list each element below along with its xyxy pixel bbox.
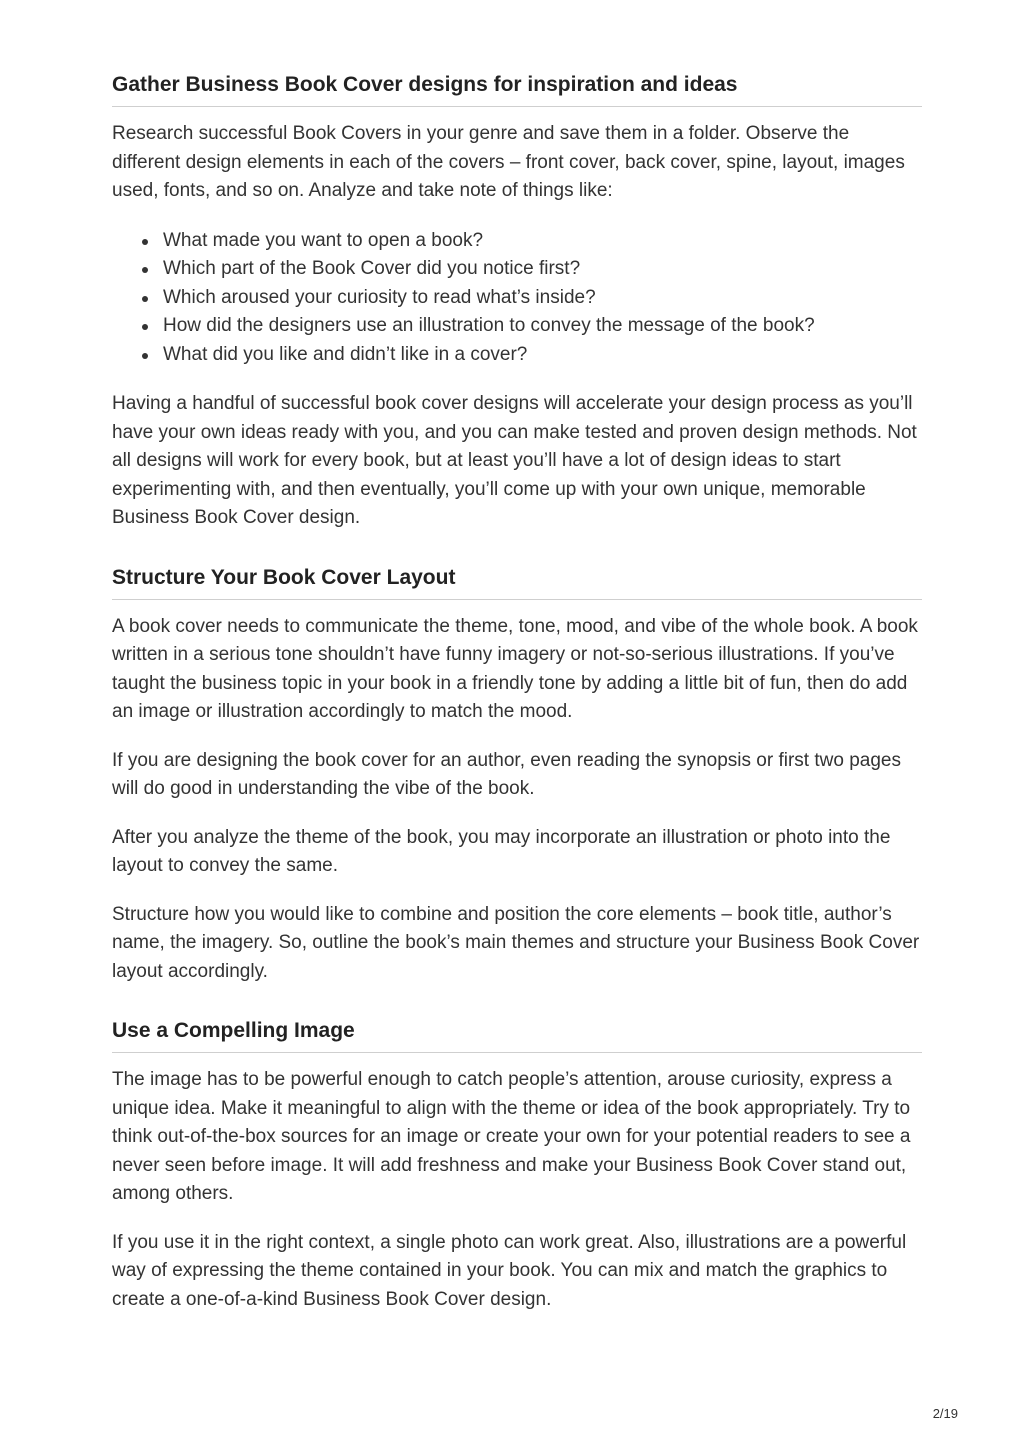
list-item [140,312,922,341]
bullet-icon [142,353,148,359]
list-item-text: What did you like and didn’t like in a cover? [163,343,528,365]
section-heading: Structure Your Book Cover Layout [112,563,922,600]
section-heading: Use a Compelling Image [112,1016,922,1053]
document-page [112,70,922,1314]
list-item [140,227,922,256]
paragraph: The image has to be powerful enough to catch people’s attention, arouse curiosity, express a unique idea. Make it meaningful to align with the theme or idea of the book appropriately. Try to think out-of-the-box sources for an image or create your own for your potential readers to see a never seen before image. It will add freshness and make your Business Book Cover stand out, among others. [112,1069,911,1204]
list-item-text: Which part of the Book Cover did you notice first? [163,258,581,279]
page-number: 2/19 [932,1406,958,1421]
list-item-text: How did the designers use an illustration to convey the message of the book? [163,315,815,336]
paragraph: Structure how you would like to combine and position the core elements – book title, author’s name, the imagery. So, outline the book’s main themes and structure your Business Book Cover layout accordingly. [112,903,920,982]
section-structure-layout [112,563,922,987]
section-gather-inspiration [112,70,922,533]
paragraph: After you analyze the theme of the book, you may incorporate an illustration or photo into the layout to convey the same. [112,826,891,876]
paragraph: If you use it in the right context, a single photo can work great. Also, illustrations are a powerful way of expressing the theme contained in your book. You can mix and match the graphics to create a one-of-a-kind Business Book Cover design. [112,1231,907,1310]
list-item-text: What made you want to open a book? [163,229,484,251]
bullet-list [112,227,922,370]
list-item-text: Which aroused your curiosity to read what’s inside? [163,286,596,308]
list-item [140,255,922,284]
section-heading: Gather Business Book Cover designs for inspiration and ideas [112,70,922,107]
list-item [140,284,922,313]
bullet-icon [142,267,148,273]
bullet-icon [142,324,148,330]
paragraph: Having a handful of successful book cover designs will accelerate your design process as you’ll have your own ideas ready with you, and you can make tested and proven design methods. Not all designs will work for every book, but at least you’ll have a lot of design ideas to start experimenting with, and then eventually, you’ll come up with your own unique, memorable Business Book Cover design. [112,393,917,528]
bullet-icon [142,239,148,245]
section-compelling-image [112,1016,922,1314]
bullet-icon [142,296,148,302]
paragraph: Research successful Book Covers in your genre and save them in a folder. Observe the different design elements in each of the covers – front cover, back cover, spine, layout, images used, fonts, and so on. Analyze and take note of things like: [112,123,905,201]
list-item [140,341,922,370]
paragraph: A book cover needs to communicate the theme, tone, mood, and vibe of the whole book. A book written in a serious tone shouldn’t have funny imagery or not-so-serious illustrations. If you’ve taught the business topic in your book in a friendly tone by adding a little bit of fun, then do add an image or illustration accordingly to match the mood. [112,615,918,722]
paragraph: If you are designing the book cover for an author, even reading the synopsis or first two pages will do good in understanding the vibe of the book. [112,749,901,799]
